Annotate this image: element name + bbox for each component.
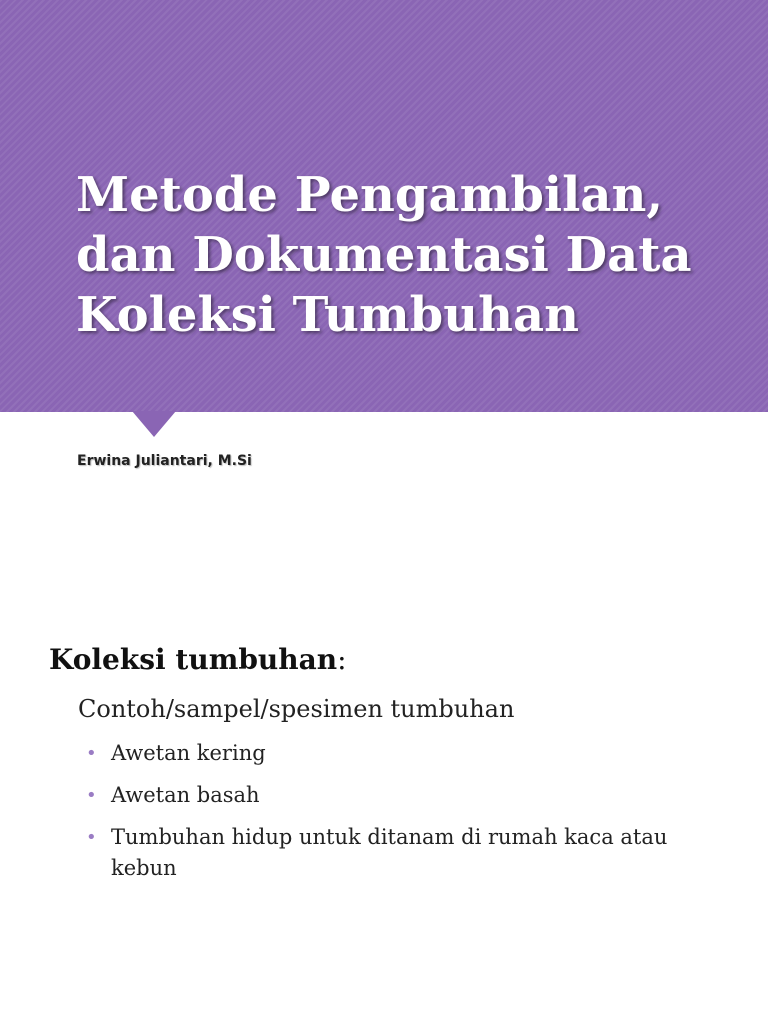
section-heading-suffix: : — [337, 643, 347, 676]
bullet-item — [84, 780, 704, 811]
bullet-list — [84, 738, 704, 895]
section-heading — [49, 642, 347, 678]
banner-notch — [132, 411, 176, 437]
bullet-item — [84, 822, 704, 884]
bullet-icon: • — [86, 827, 97, 848]
slide-title: Metode Pengambilan, dan Dokumentasi Data Koleksi Tumbuhan — [76, 167, 692, 343]
bullet-item — [84, 738, 704, 769]
section-heading-bold: Koleksi tumbuhan — [49, 643, 338, 676]
bullet-icon: • — [86, 785, 97, 806]
bullet-text: Awetan kering — [111, 741, 266, 765]
author-name: Erwina Juliantari, M.Si — [77, 453, 252, 469]
bullet-icon: • — [86, 743, 97, 764]
subheading: Contoh/sampel/spesimen tumbuhan — [78, 695, 515, 723]
bullet-text: Awetan basah — [111, 783, 260, 807]
bullet-text: Tumbuhan hidup untuk ditanam di rumah kaca atau kebun — [111, 825, 668, 880]
